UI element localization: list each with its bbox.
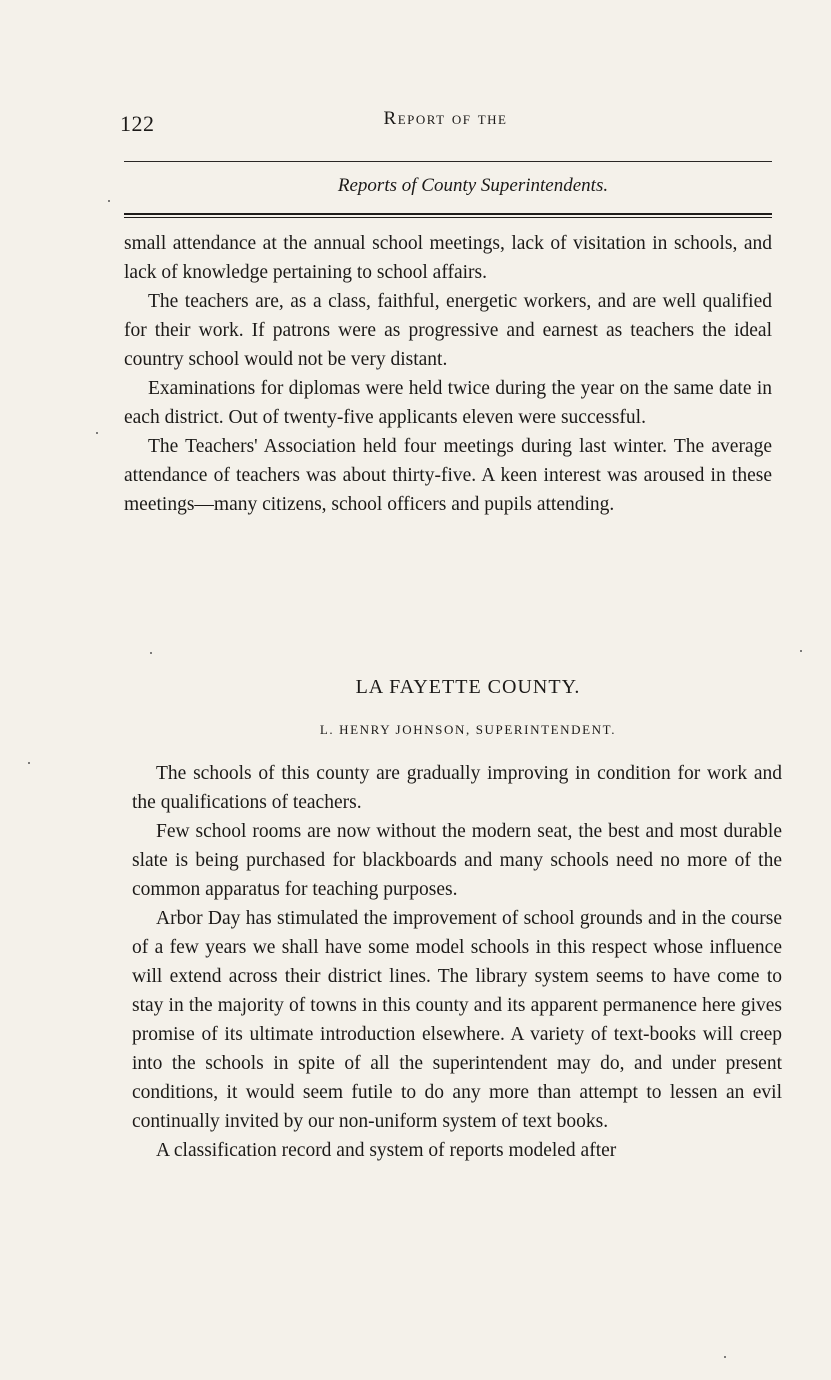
print-speck [724,1356,726,1358]
paragraph-association: The Teachers' Association held four meetings during last winter. The average attendance of teachers was about thirty-five. A keen interest was aroused in these meetings—many citizens, school officers and pupils attending. [124,436,772,515]
print-speck [28,762,30,764]
paragraph-continued: small attendance at the annual school meetings, lack of visitation in schools, and lack of knowledge pertaining to school affairs. [124,233,772,283]
section-title: Reports of County Superintendents. [337,175,609,196]
paragraph-classification: A classification record and system of reports modeled after [156,1140,617,1161]
header-rule-bottom [124,213,772,215]
print-speck [96,432,98,434]
intro-text [124,229,772,519]
county-heading: LA FAYETTE COUNTY. [355,676,581,698]
superintendent-line: L. HENRY JOHNSON, SUPERINTENDENT. [319,722,617,737]
paragraph-school-rooms: Few school rooms are now without the modern seat, the best and most durable slate is being purchased for blackboards and many schools need no more of the common apparatus for teaching purposes. [132,821,782,900]
print-speck [800,650,802,652]
paragraph-examinations: Examinations for diplomas were held twice during the year on the same date in each district. Out of twenty-five applicants eleven were successful. [124,378,772,428]
header-rule-top [124,161,772,162]
running-title: Report of the [383,108,508,129]
county-report-text [132,759,782,1165]
paragraph-teachers: The teachers are, as a class, faithful, energetic workers, and are well qualified for their work. If patrons were as progressive and earnest as teachers the ideal country school would not be very distant. [124,291,772,370]
print-speck [108,200,110,202]
paragraph-arbor-day: Arbor Day has stimulated the improvement of school grounds and in the course of a few years we shall have some model schools in this respect whose influence will extend across their district lines. The library system seems to have come to stay in the majority of towns in this county and its apparent permanence here gives promise of its ultimate introduction elsewhere. A variety of text-books will creep into the schools in spite of all the superintendent may do, and under present conditions, it would seem futile to do any more than attempt to lessen an evil continually invited by our non-uniform system of text books. [132,908,782,1132]
paragraph-schools: The schools of this county are gradually improving in condition for work and the qualifications of teachers. [132,763,782,813]
print-speck [150,652,152,654]
page-number: 122 [120,111,155,136]
